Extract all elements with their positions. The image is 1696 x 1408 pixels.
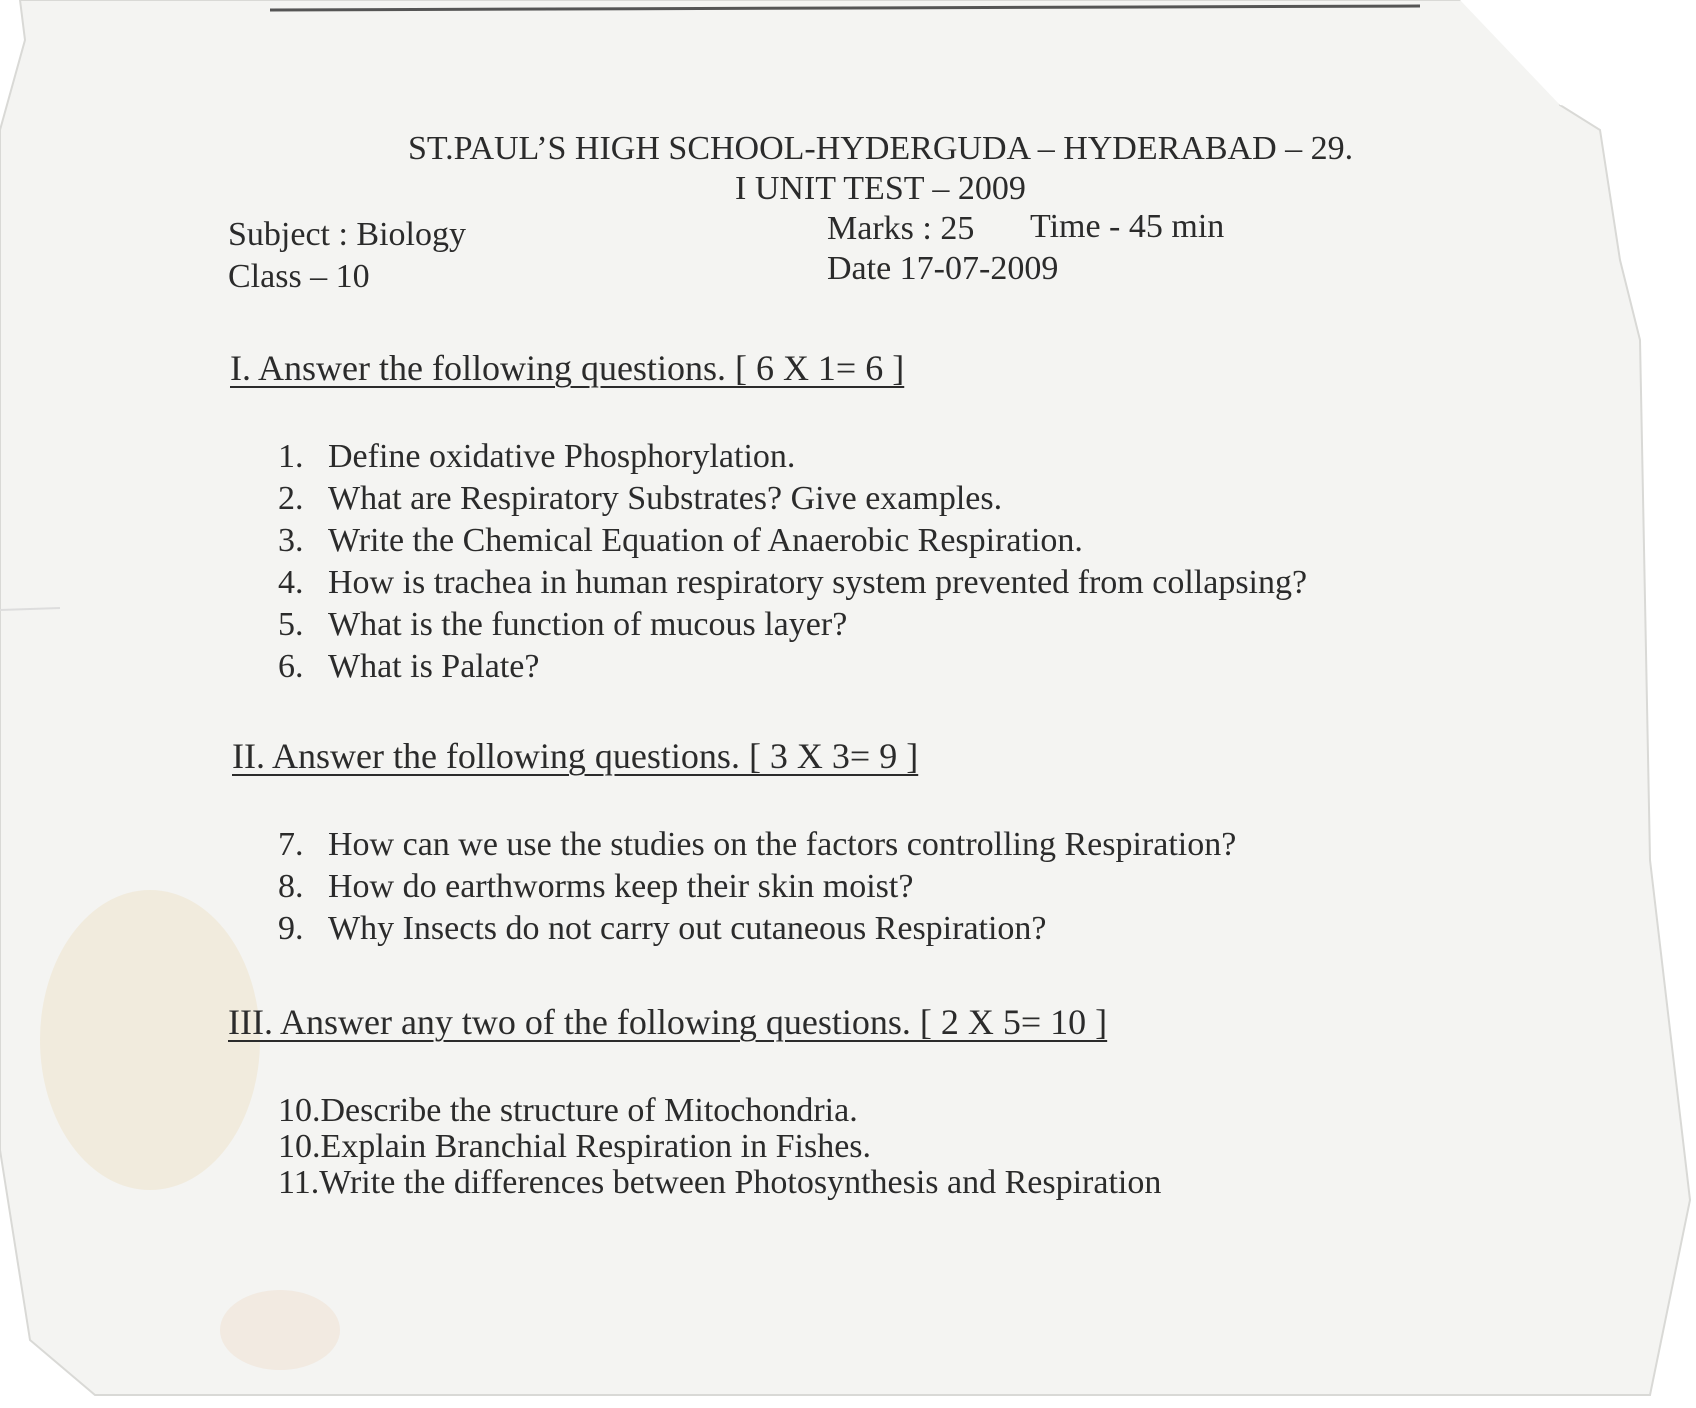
question-number: 7. [278, 826, 304, 863]
question-number: 9. [278, 910, 304, 947]
question-text: What are Respiratory Substrates? Give examples. [328, 480, 1003, 517]
section-title: I. Answer the following questions. [ 6 X 1= 6 ] [230, 348, 905, 388]
question-item [278, 1130, 871, 1164]
question-item [278, 608, 847, 642]
question-item [278, 870, 913, 904]
water-stain [220, 1290, 340, 1370]
question-number: 6. [278, 648, 304, 685]
question-text: Define oxidative Phosphorylation. [328, 438, 796, 475]
question-number: 2. [278, 480, 304, 517]
question-text: What is Palate? [328, 648, 540, 685]
question-number: 3. [278, 522, 304, 559]
date-label: Date 17-07-2009 [827, 250, 1059, 287]
section-title: III. Answer any two of the following questions. [ 2 X 5= 10 ] [228, 1002, 1108, 1042]
question-text: Write the Chemical Equation of Anaerobic Respiration. [328, 522, 1083, 559]
question-item [278, 524, 1083, 558]
question-text: Why Insects do not carry out cutaneous Respiration? [328, 910, 1047, 947]
question-item [278, 912, 1047, 946]
question-number: 10. [278, 1092, 321, 1129]
question-text: What is the function of mucous layer? [328, 606, 848, 643]
question-item [278, 566, 1307, 600]
school-name: ST.PAUL’S HIGH SCHOOL-HYDERGUDA – HYDERABAD – 29. [408, 130, 1354, 167]
subject-label: Subject : Biology [228, 216, 466, 253]
section-title: II. Answer the following questions. [ 3 X 3= 9 ] [232, 736, 919, 776]
question-number: 10. [278, 1128, 321, 1165]
question-item [278, 650, 539, 684]
question-text: How can we use the studies on the factors controlling Respiration? [328, 826, 1237, 863]
question-text: Describe the structure of Mitochondria. [320, 1092, 858, 1129]
question-number: 1. [278, 438, 304, 475]
question-text: How is trachea in human respiratory system prevented from collapsing? [328, 564, 1308, 601]
question-item [278, 440, 795, 474]
question-number: 5. [278, 606, 304, 643]
question-number: 8. [278, 868, 304, 905]
question-text: Write the differences between Photosynthesis and Respiration [319, 1164, 1162, 1201]
class-label: Class – 10 [228, 258, 370, 295]
question-item [278, 828, 1236, 862]
question-item [278, 1166, 1161, 1200]
question-number: 4. [278, 564, 304, 601]
question-item [278, 1094, 858, 1128]
question-text: How do earthworms keep their skin moist? [328, 868, 914, 905]
question-item [278, 482, 1002, 516]
marks-label: Marks : 25 [827, 210, 975, 247]
test-title: I UNIT TEST – 2009 [735, 170, 1026, 207]
question-number: 11. [278, 1164, 320, 1201]
time-label: Time - 45 min [1030, 208, 1225, 245]
question-text: Explain Branchial Respiration in Fishes. [320, 1128, 872, 1165]
water-stain [40, 890, 260, 1190]
